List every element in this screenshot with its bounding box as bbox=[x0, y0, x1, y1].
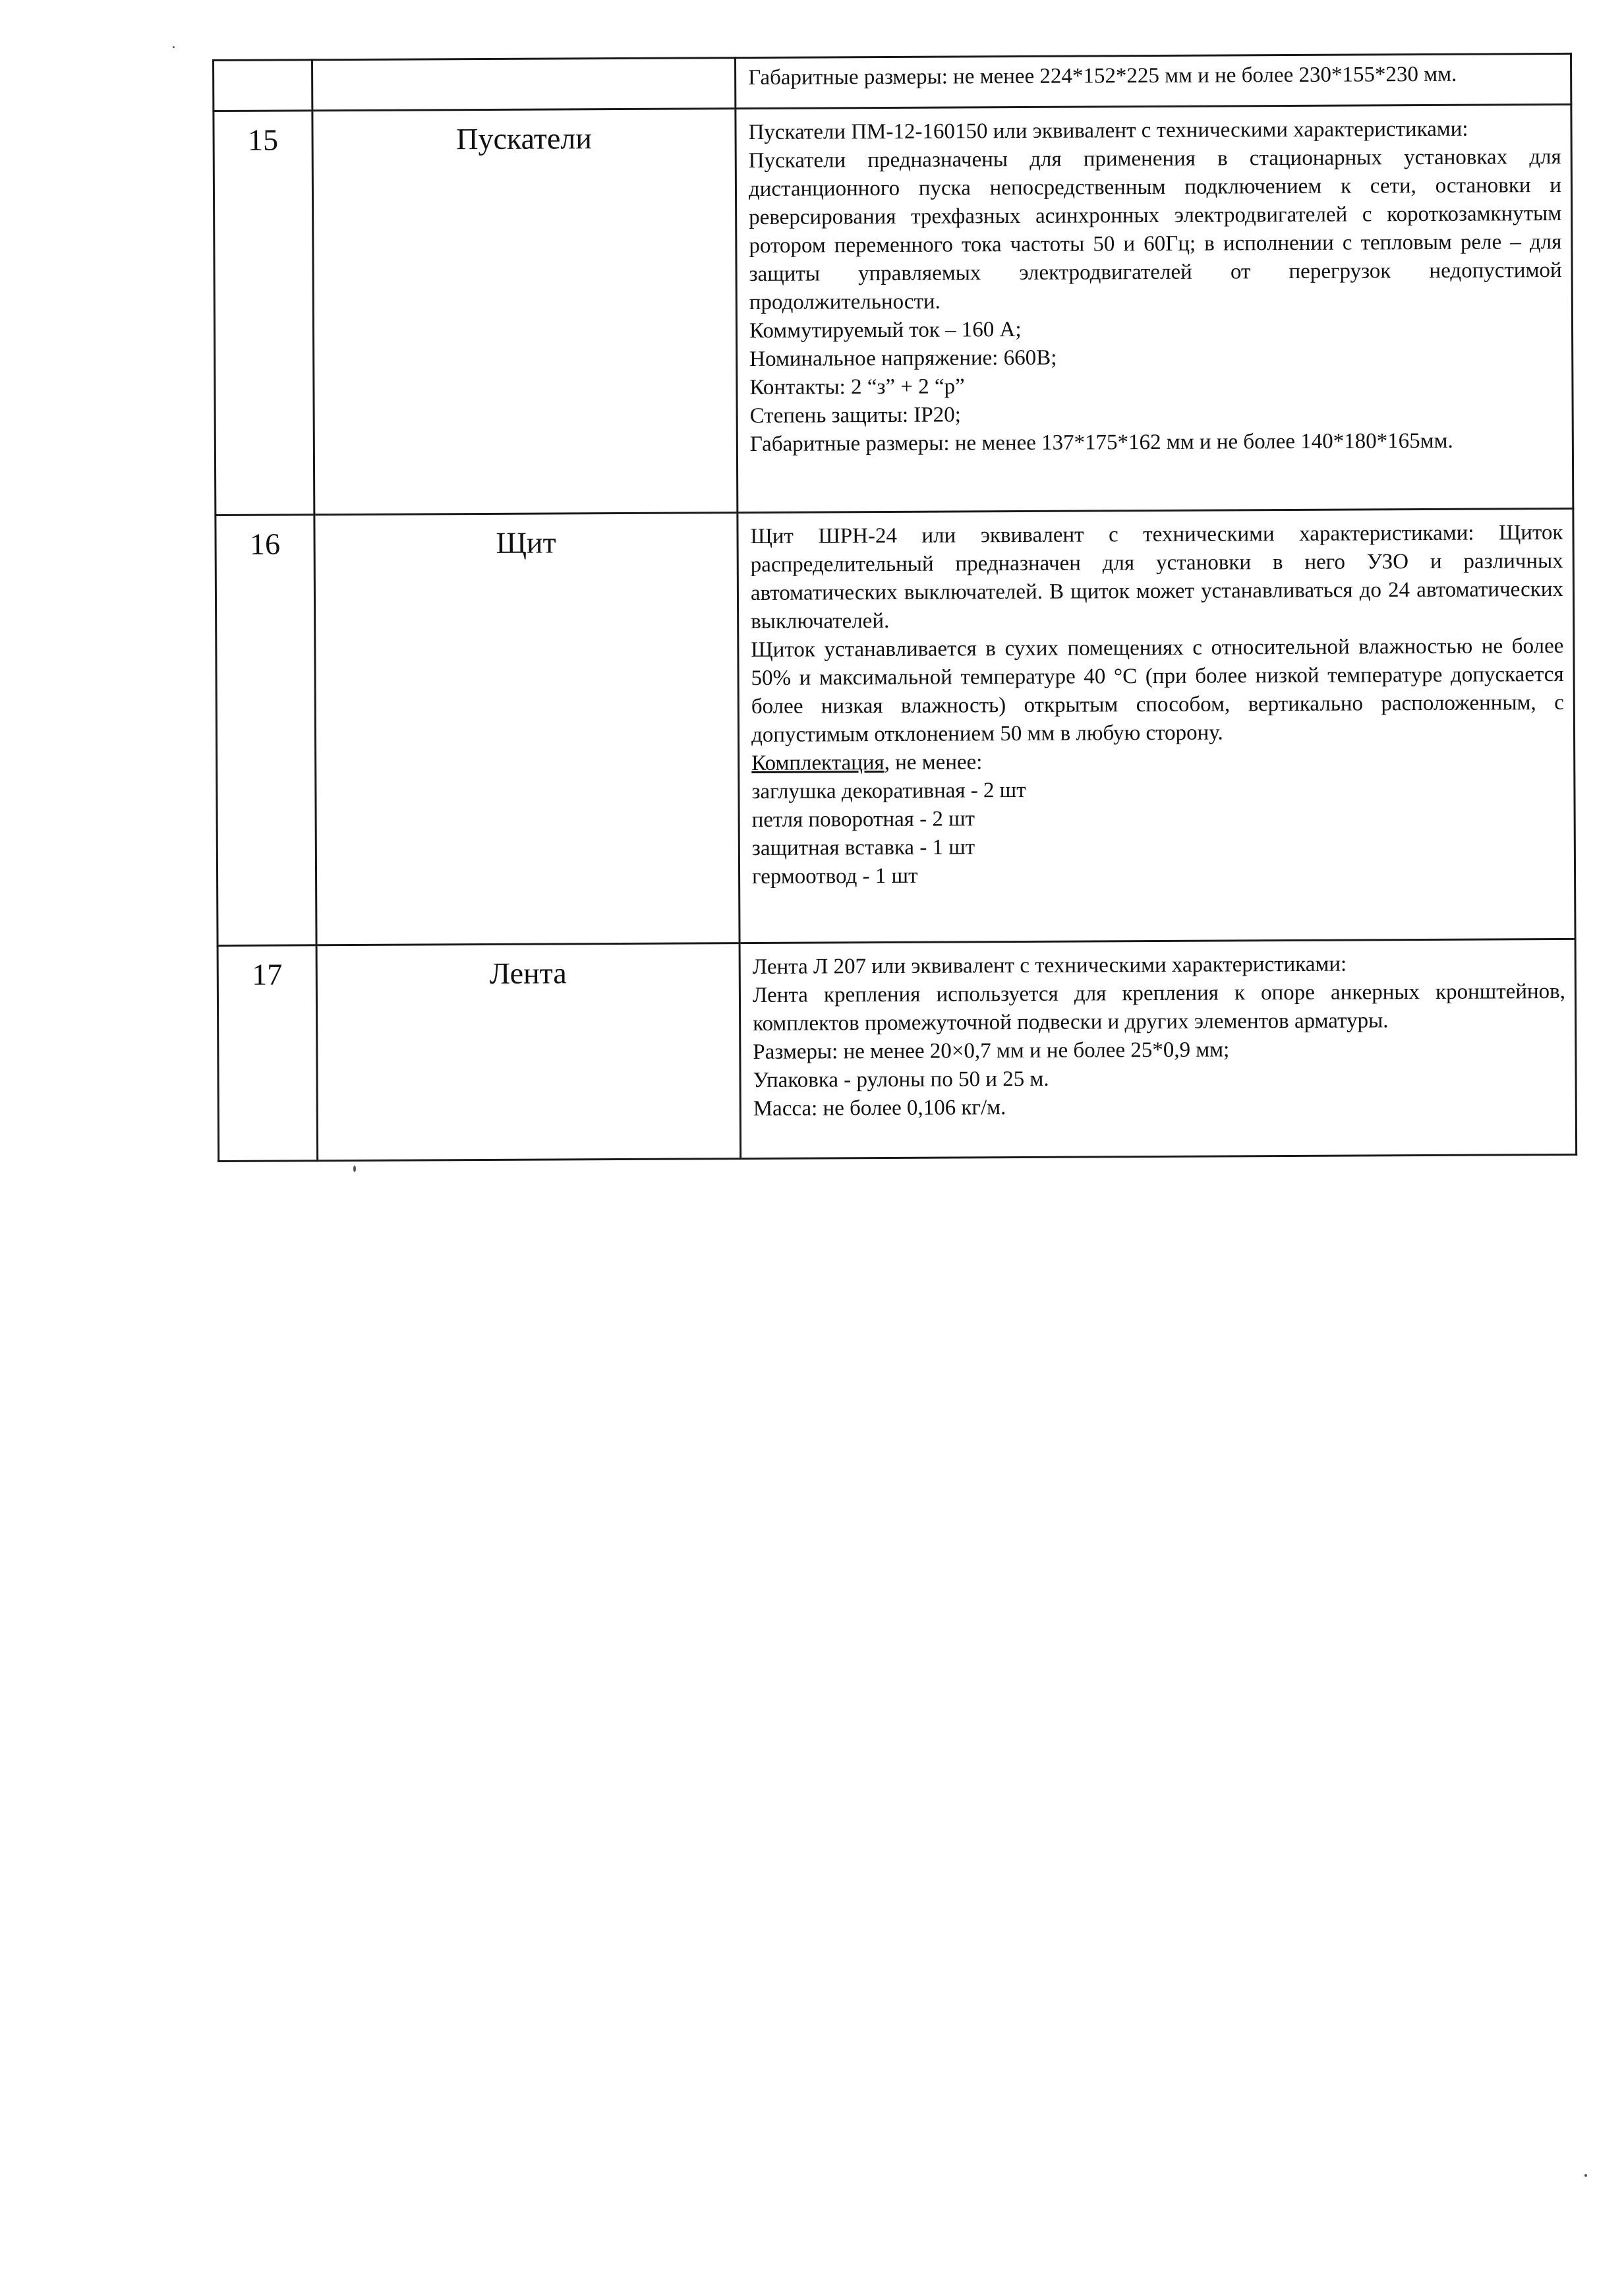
scan-speck bbox=[173, 46, 175, 48]
description-paragraph: Номинальное напряжение: 660В; bbox=[749, 345, 1057, 372]
description-paragraph: Габаритные размеры: не менее 137*175*162 мм и не более 140*180*165мм. bbox=[749, 428, 1453, 457]
kit-heading bbox=[751, 746, 1564, 778]
description-paragraph: Лента Л 207 или эквивалент с техническими характеристиками: bbox=[752, 952, 1347, 980]
kit-item: заглушка декоративная - 2 шт bbox=[751, 778, 1026, 804]
specification-table bbox=[212, 53, 1577, 1162]
table-row-continued bbox=[214, 53, 1571, 111]
scan-speck bbox=[1584, 2174, 1587, 2177]
description-paragraph: Упаковка - рулоны по 50 и 25 м. bbox=[753, 1067, 1049, 1093]
description-paragraph: Лента крепления используется для крепления к опоре анкерных кронштейнов, комплектов промежуточной подвески и других элементов арматуры. bbox=[752, 979, 1566, 1036]
item-name: Щит bbox=[314, 513, 740, 945]
item-description-cell bbox=[735, 53, 1571, 108]
row-number: 15 bbox=[214, 111, 314, 516]
row-number-cell bbox=[214, 60, 312, 111]
row-number: 16 bbox=[216, 515, 316, 946]
dimensions-text: Габаритные размеры: не менее 224*152*225 мм и не более 230*155*230 мм. bbox=[748, 62, 1457, 90]
item-name: Пускатели bbox=[312, 109, 738, 515]
description-paragraph: Степень защиты: IP20; bbox=[749, 403, 961, 428]
description-paragraph: Пускатели предназначены для применения в стационарных установках для дистанционного пуска непосредственным подключением к сети, остановки и реверсирования трехфазных асинхронных электродвигателей с короткозамкнутым ротором переменного тока частоты 50 и 60Гц; в исполнении с тепловым реле – для защиты управляемых электродвигателей от перегрузок недопустимой продолжительности. bbox=[748, 144, 1562, 315]
description-paragraph: Пускатели ПМ-12-160150 или эквивалент с техническими характеристиками: bbox=[748, 117, 1468, 145]
description-paragraph: Щиток устанавливается в сухих помещениях с относительной влажностью не более 50% и максимальной температуре 40 °С (при более низкой температуре допускается более низкая влажность) открытым способом, вертикально расположенным, с допустимым отклонением 50 мм в любую сторону. bbox=[751, 634, 1564, 748]
table-row bbox=[216, 508, 1575, 945]
description-paragraph: Щит ШРН-24 или эквивалент с техническими характеристиками: Щиток распределительный предназначен для установки в него УЗО и различных автоматических выключателей. В щиток может устанавливаться до 24 автоматических выключателей. bbox=[750, 520, 1564, 634]
description-paragraph: Размеры: не менее 20×0,7 мм и не более 25*0,9 мм; bbox=[753, 1038, 1230, 1065]
table-row bbox=[218, 939, 1577, 1161]
kit-suffix: , не менее: bbox=[884, 750, 983, 775]
row-number: 17 bbox=[218, 945, 318, 1162]
description-paragraph: Масса: не более 0,106 кг/м. bbox=[753, 1096, 1006, 1121]
item-name: Лента bbox=[316, 943, 741, 1161]
item-description bbox=[740, 939, 1577, 1158]
scan-speck bbox=[353, 1166, 356, 1172]
kit-item: гермоотвод - 1 шт bbox=[751, 864, 918, 889]
table-row bbox=[214, 104, 1573, 515]
kit-item: петля поворотная - 2 шт bbox=[751, 807, 975, 833]
description-paragraph: Коммутируемый ток – 160 А; bbox=[749, 318, 1022, 343]
item-description bbox=[738, 508, 1575, 943]
description-paragraph: Контакты: 2 “з” + 2 “р” bbox=[749, 374, 965, 400]
kit-item: защитная вставка - 1 шт bbox=[751, 835, 975, 861]
item-name-cell bbox=[312, 58, 736, 111]
kit-label: Комплектация bbox=[751, 751, 884, 776]
item-description bbox=[736, 104, 1573, 512]
